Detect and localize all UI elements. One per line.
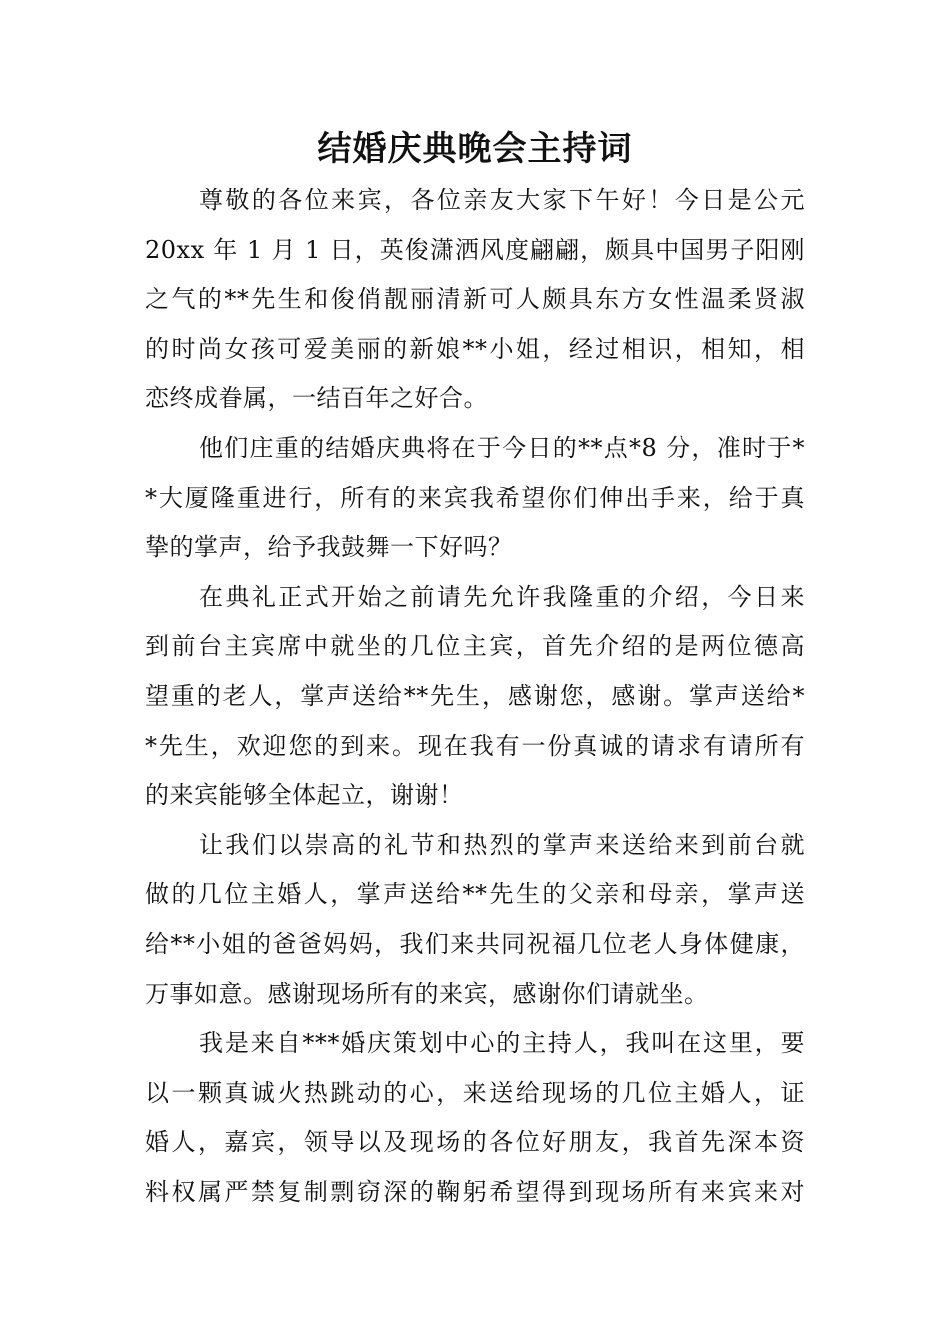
text-line: 挚的掌声，给予我鼓舞一下好吗？ <box>145 533 513 562</box>
text-line: 恋终成眷属，一结百年之好合。 <box>145 384 488 413</box>
text-line: 婚人，嘉宾，领导以及现场的各位好朋友，我首先深本资 <box>145 1128 805 1157</box>
text-line: 他们庄重的结婚庆典将在于今日的**点*8 分，准时于* <box>199 433 805 462</box>
text-line: 万事如意。感谢现场所有的来宾，感谢你们请就坐。 <box>145 979 709 1008</box>
paragraph <box>145 1019 805 1217</box>
text-line: 到前台主宾席中就坐的几位主宾，首先介绍的是两位德高 <box>145 632 805 661</box>
text-line: *先生，欢迎您的到来。现在我有一份真诚的请求有请所有 <box>145 731 805 760</box>
text-line: 在典礼正式开始之前请先允许我隆重的介绍，今日来 <box>199 582 805 611</box>
text-line: 之气的**先生和俊俏靓丽清新可人颇具东方女性温柔贤淑 <box>145 285 805 314</box>
text-line: 尊敬的各位来宾，各位亲友大家下午好！今日是公元 <box>199 186 805 214</box>
paragraph <box>145 176 805 424</box>
text-line: 给**小姐的爸爸妈妈，我们来共同祝福几位老人身体健康， <box>145 929 805 958</box>
document-title: 结婚庆典晚会主持词 <box>317 129 633 169</box>
text-line: 20xx 年 1 月 1 日，英俊潇洒风度翩翩，颇具中国男子阳刚 <box>145 235 805 264</box>
paragraph <box>145 573 805 821</box>
document-body <box>145 176 805 1217</box>
paragraph <box>145 424 805 573</box>
text-line: 做的几位主婚人，掌声送给**先生的父亲和母亲，掌声送 <box>145 880 805 909</box>
text-line: 我是来自***婚庆策划中心的主持人，我叫在这里，要 <box>199 1029 805 1058</box>
text-line: 让我们以崇高的礼节和热烈的掌声来送给来到前台就 <box>199 830 805 859</box>
text-line: 望重的老人，掌声送给**先生，感谢您，感谢。掌声送给* <box>145 681 805 710</box>
text-line: *大厦隆重进行，所有的来宾我希望你们伸出手来，给于真 <box>145 483 805 512</box>
text-line: 的来宾能够全体起立，谢谢！ <box>145 781 464 810</box>
text-line: 的时尚女孩可爱美丽的新娘**小姐，经过相识，相知，相 <box>145 334 805 363</box>
text-line: 以一颗真诚火热跳动的心，来送给现场的几位主婚人，证 <box>145 1078 805 1107</box>
paragraph <box>145 821 805 1019</box>
text-line: 料权属严禁复制剽窃深的鞠躬希望得到现场所有来宾来对 <box>145 1177 805 1206</box>
